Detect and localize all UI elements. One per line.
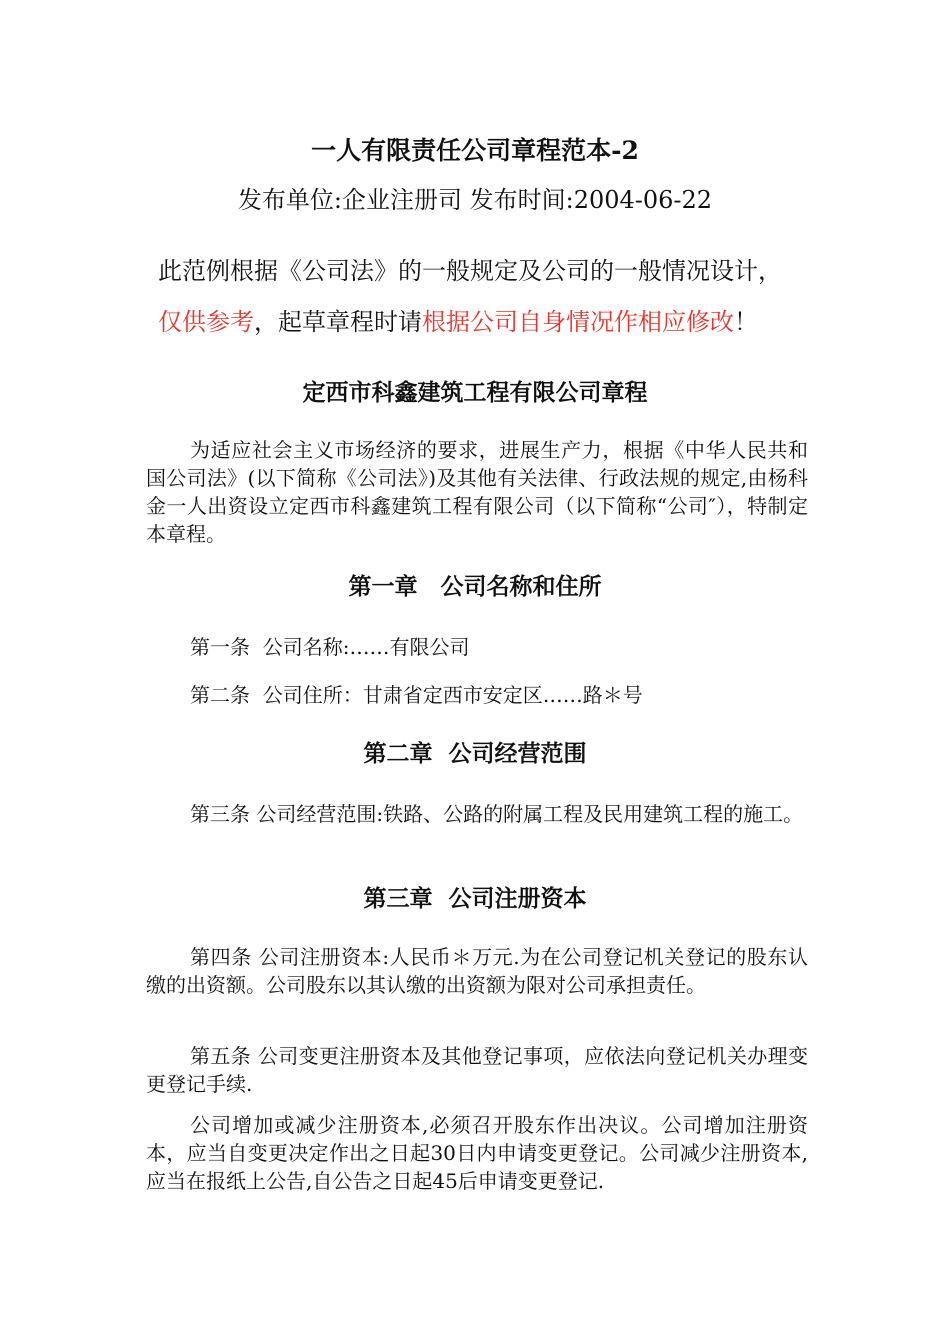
chapter2-heading: 第二章 公司经营范围 (363, 740, 587, 767)
modify-accordingly-text: 根据公司自身情况作相应修改 (422, 308, 734, 336)
document-title: 一人有限责任公司章程范本-2 (311, 136, 639, 165)
for-reference-only-text: 仅供参考 (158, 308, 254, 336)
template-note-line1: 此范例根据《公司法》的一般规定及公司的一般情况设计， (158, 257, 782, 285)
chapter1-heading: 第一章 公司名称和住所 (348, 573, 602, 600)
note-middle-text: ，起草章程时请 (254, 308, 422, 336)
article1-company-name: 第一条 公司名称:……有限公司 (190, 635, 470, 659)
article3-business-scope: 第三条 公司经营范围:铁路、公路的附属工程及民用建筑工程的施工。 (190, 802, 804, 826)
preamble-paragraph: 为适应社会主义市场经济的要求，进展生产力，根据《中华人民共和国公司法》(以下简称《公司法》)及其他有关法律、行政法规的规定,由杨科金一人出资设立定西市科鑫建筑工程有限公司（以下简称“公司″），特制定本章程。 (146, 438, 808, 546)
article5-change-registration: 第五条 公司变更注册资本及其他登记事项，应依法向登记机关办理变更登记手续. (146, 1044, 808, 1096)
company-charter-title: 定西市科鑫建筑工程有限公司章程 (302, 379, 648, 406)
capital-change-paragraph: 公司增加或减少注册资本,必须召开股东作出决议。公司增加注册资本，应当自变更决定作出之日起30日内申请变更登记。公司减少注册资本,应当在报纸上公告,自公告之日起45后申请变更登记. (146, 1113, 808, 1193)
template-note-line2 (158, 305, 758, 339)
publish-info: 发布单位:企业注册司 发布时间:2004-06-22 (237, 186, 713, 214)
chapter3-heading: 第三章 公司注册资本 (363, 885, 587, 912)
article2-company-address: 第二条 公司住所：甘肃省定西市安定区……路＊号 (190, 683, 643, 707)
note-end-punctuation: ！ (734, 308, 758, 336)
article4-registered-capital: 第四条 公司注册资本:人民币＊万元.为在公司登记机关登记的股东认缴的出资额。公司股东以其认缴的出资额为限对公司承担责任。 (146, 945, 808, 997)
